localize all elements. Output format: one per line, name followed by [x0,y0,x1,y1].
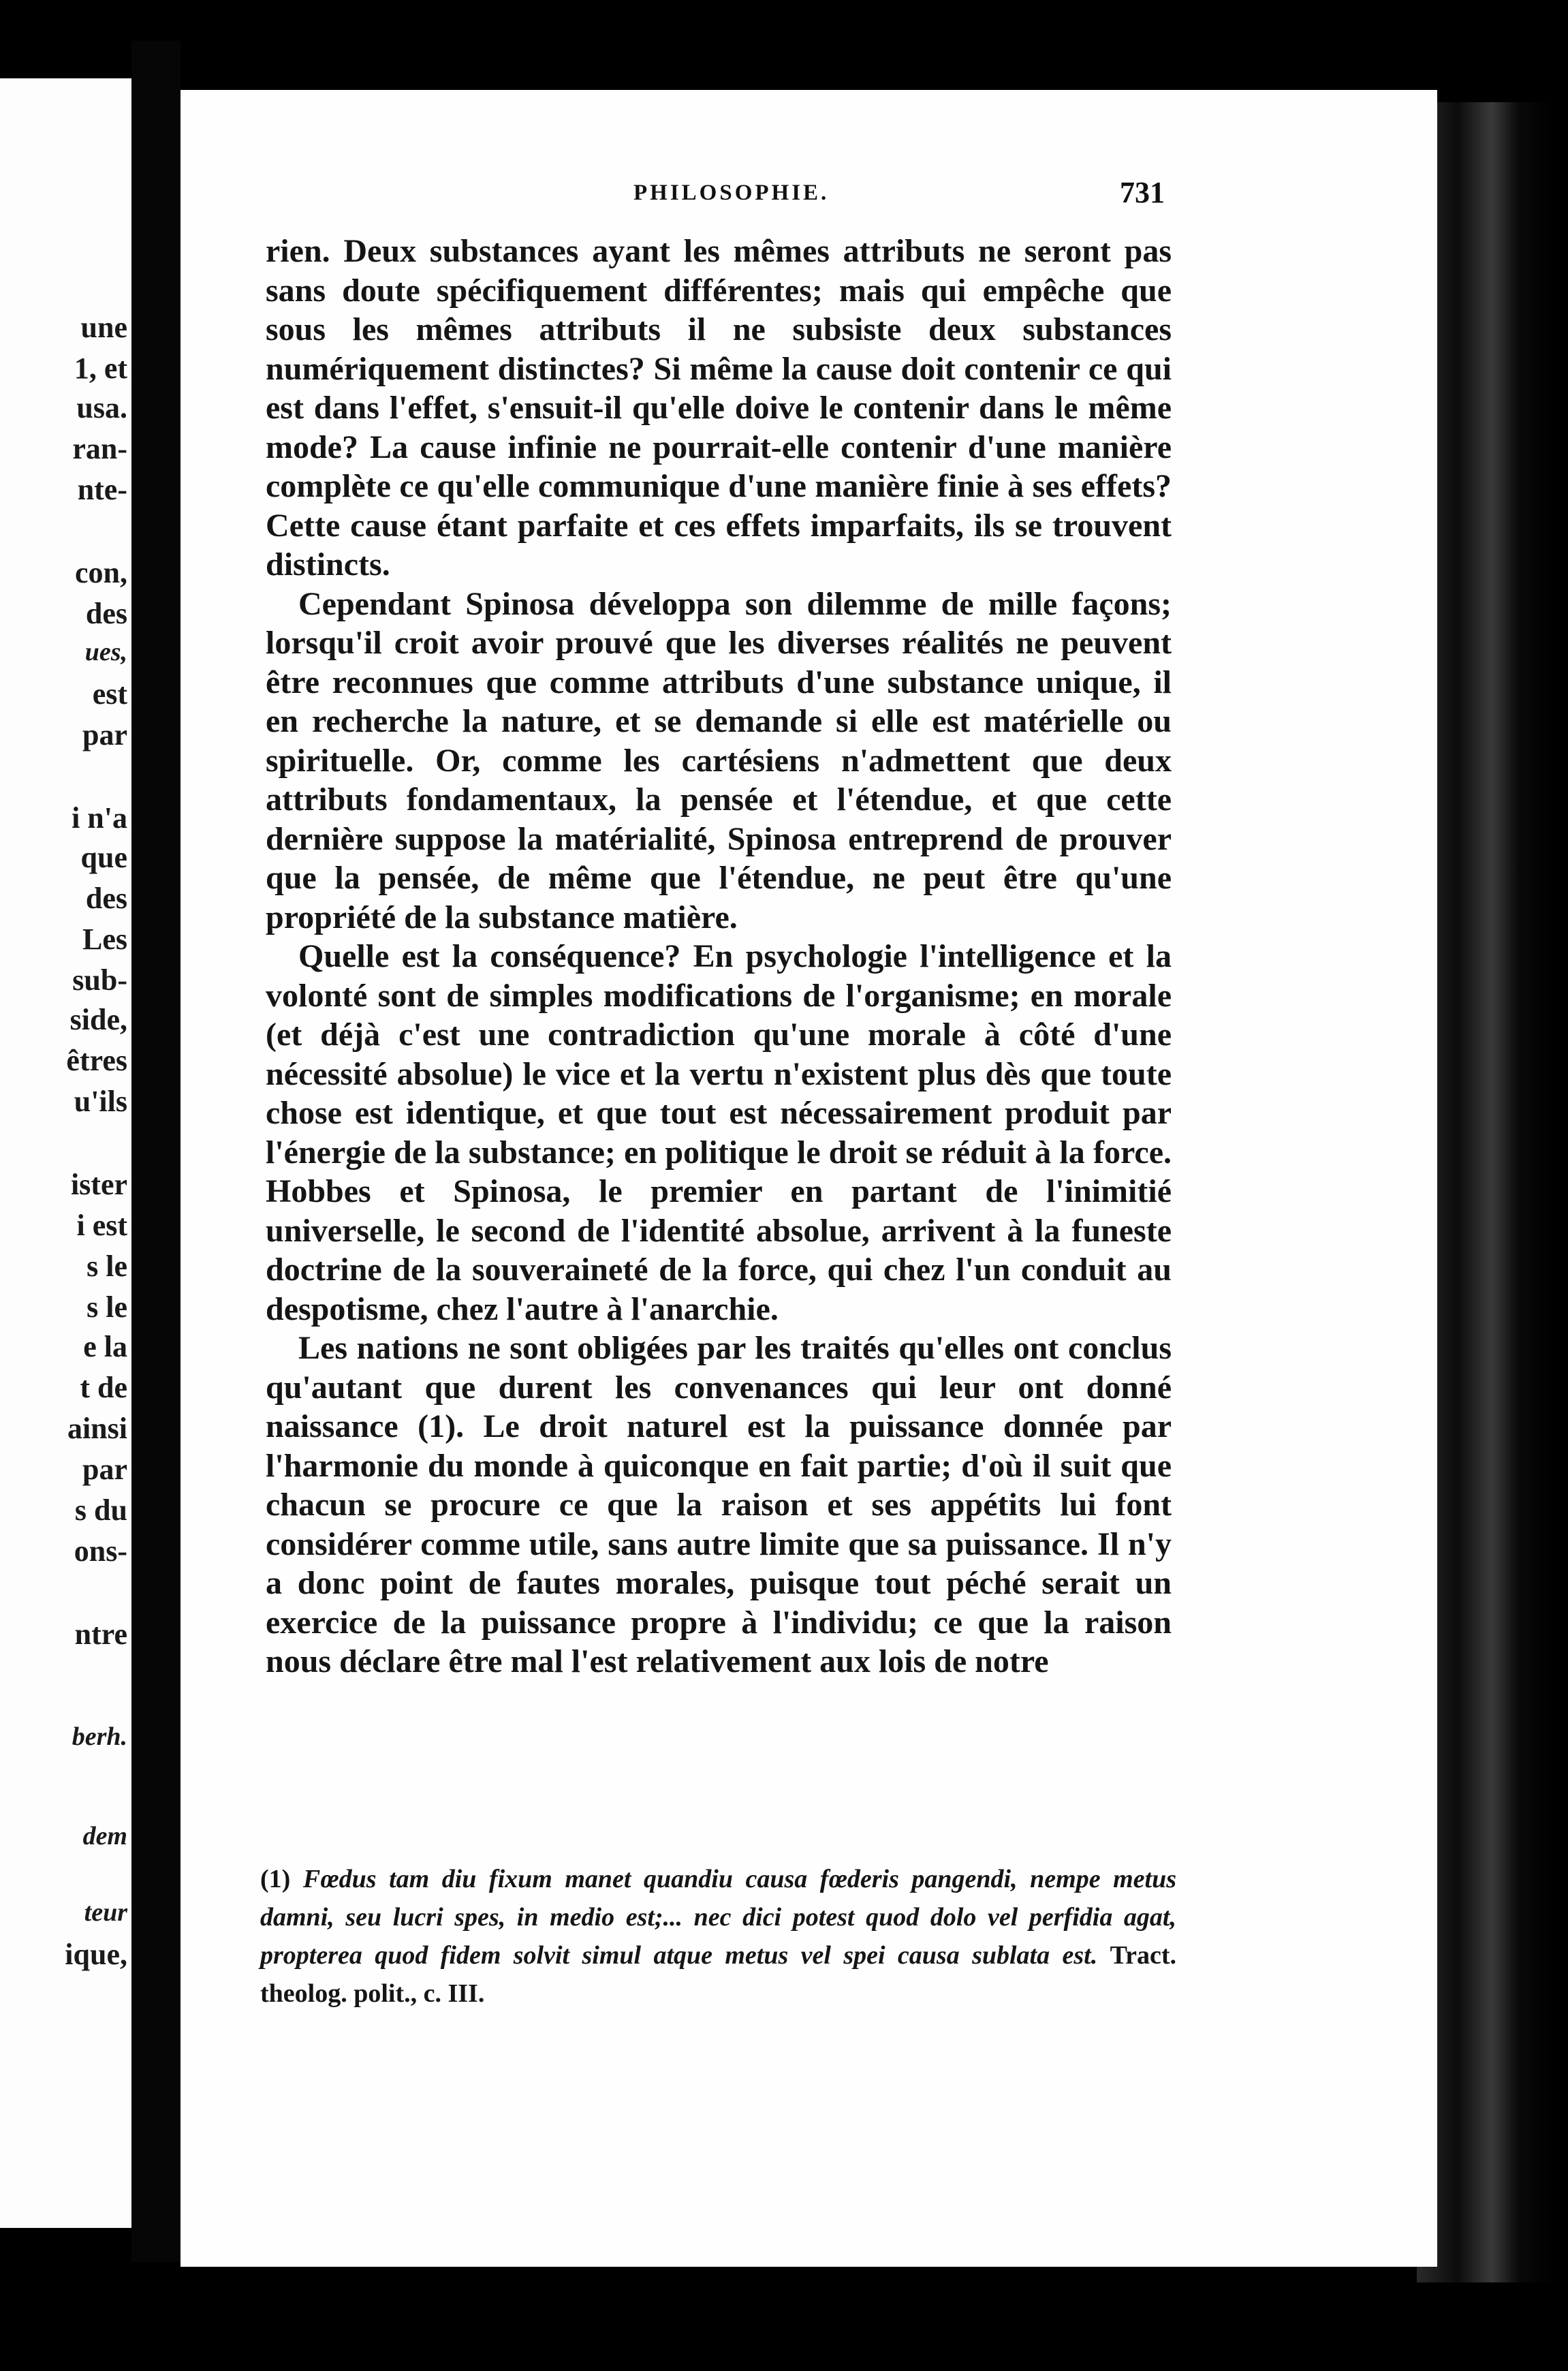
left-fragment: con, [75,556,127,589]
left-fragment: s le [87,1290,127,1324]
book-gutter [131,41,181,2262]
left-fragment: par [82,718,127,751]
paragraph: Cependant Spinosa développa son dilemme de mille façons; lorsqu'il croit avoir prouvé que les diverses réalités ne peuvent être reconnues que comme attributs d'une substance unique, il en recherche la nature, et se demande si elle est matérielle ou spirituelle. Or, comme les cartésiens n'admettent que deux attributs fondamentaux, la pensée et l'étendue, et que cette dernière suppose la matérialité, Spinosa entreprend de prouver que la pensée, de même que l'étendue, ne peut être qu'une propriété de la substance matière. [266,585,1172,935]
left-fragment: des [85,597,127,630]
left-fragment: une [80,311,127,344]
page-number: 731 [1120,176,1165,209]
left-fragment: êtres [66,1044,127,1077]
left-fragment: berh. [72,1722,127,1751]
left-fragment: sub- [72,963,127,997]
left-fragment: s le [87,1250,127,1283]
left-fragment: nte- [77,473,127,506]
left-fragment: u'ils [74,1085,127,1118]
left-fragment: Les [82,923,127,956]
footnote-latin-quote: Fœdus tam diu fixum manet quandiu causa fœderis pangendi, nempe metus damni, seu lucri spes, in medio est;... nec dici potest quod dolo vel perfidia agat, propterea quod fidem solvit simul atque metus vel spei causa sublata est. [260,1865,1176,1970]
left-fragment: par [82,1453,127,1486]
left-fragment: i est [76,1209,127,1242]
left-fragment: que [80,841,127,874]
body-text [266,232,1172,1682]
left-fragment: side, [69,1003,127,1036]
page-edge-shadow [1417,102,1553,2282]
left-fragment: ntre [74,1617,127,1651]
left-fragment: i n'a [72,801,127,835]
left-fragment: usa. [76,391,127,424]
left-fragment: 1, et [74,352,127,385]
paragraph: Les nations ne sont obligées par les traités qu'elles ont conclus qu'autant que durent les convenances qui leur ont donné naissance (1). Le droit naturel est la puissance donnée par l'harmonie du monde à quiconque en fait partie; d'où il suit que chacun se procure ce que la raison et ses appétits lui font considérer comme utile, sans autre limite que sa puissance. Il n'y a donc point de fautes morales, puisque tout péché serait un exercice de la puissance propre à l'individu; ce que la raison nous déclare être mal l'est relativement aux lois de notre [266,1330,1172,1679]
footnote-number: (1) [260,1865,291,1893]
left-fragment: teur [84,1898,127,1927]
left-fragment: ique, [65,1938,127,1971]
left-fragment: e la [83,1330,127,1363]
running-title: PHILOSOPHIE. [633,181,830,205]
left-fragment: ainsi [67,1412,127,1445]
left-fragment: dem [82,1822,127,1850]
footnote [260,1860,1176,2013]
left-fragment: est [92,677,127,711]
left-fragment: s du [74,1493,127,1527]
previous-page-fragment [0,78,131,2228]
left-fragment: ues, [84,638,127,666]
left-fragment: t de [80,1371,127,1404]
left-fragment: ran- [72,432,127,465]
paragraph: Quelle est la conséquence? En psychologie l'intelligence et la volonté sont de simples modifications de l'organisme; en morale (et déjà c'est une contradiction qu'une morale à côté d'une nécessité absolue) le vice et la vertu n'existent plus dès que toute chose est identique, et que tout est nécessairement produit par l'énergie de la substance; en politique le droit se réduit à la force. Hobbes et Spinosa, le premier en partant de l'inimitié universelle, le second de l'identité absolue, arrivent à la funeste doctrine de la souveraineté de la force, qui chez l'un conduit au despotisme, chez l'autre à l'anarchie. [266,938,1172,1327]
left-fragment: ister [70,1168,127,1201]
running-head [266,176,1165,221]
left-fragment: des [85,882,127,915]
footnote-reference: Tract. theolog. polit., c. III. [260,1941,1177,2008]
left-fragment: ons- [74,1534,127,1568]
paragraph: rien. Deux substances ayant les mêmes attributs ne seront pas sans doute spécifiquement différentes; mais qui empêche que sous les mêmes attributs il ne subsiste deux substances numériquement distinctes? Si même la cause doit contenir ce qui est dans l'effet, s'ensuit-il qu'elle doive le contenir dans le même mode? La cause infinie ne pourrait-elle contenir d'une manière complète ce qu'elle communique d'une manière finie à ses effets? Cette cause étant parfaite et ces effets imparfaits, ils se trouvent distincts. [266,233,1172,583]
